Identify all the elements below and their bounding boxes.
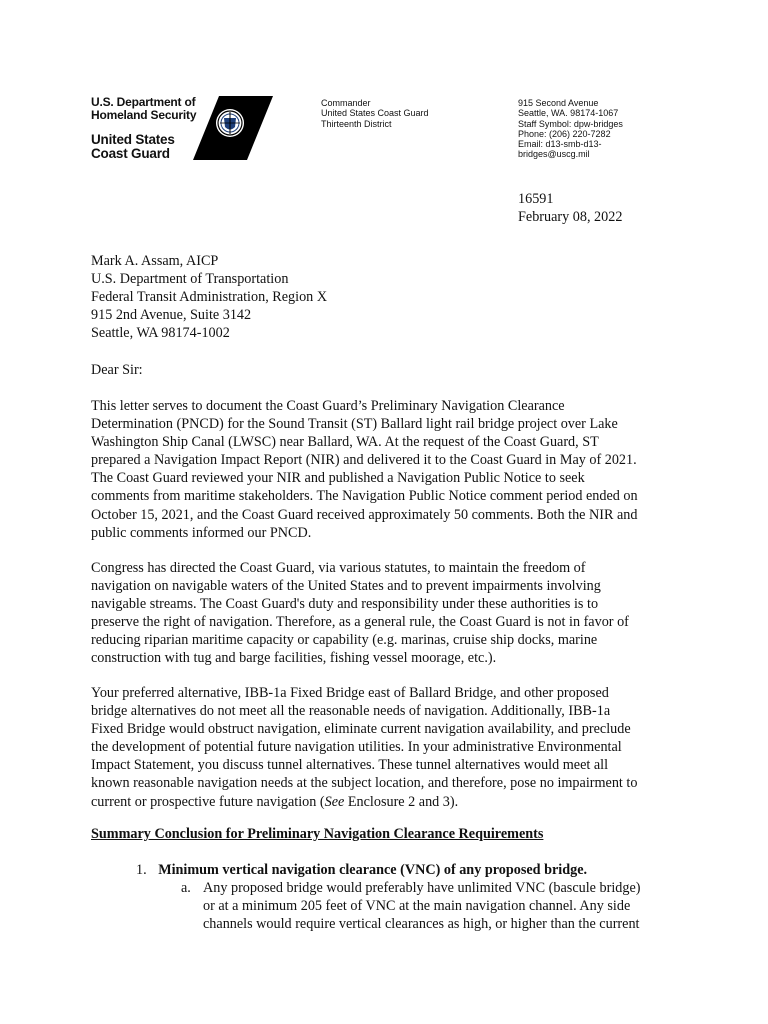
sub-item-a [203, 879, 640, 933]
sender-line: Commander [321, 98, 371, 108]
text-line: bridge alternatives do not meet all the reasonable needs of navigation. Additionally, IBB-1a [91, 703, 611, 720]
phone-line: Phone: (206) 220-7282 [518, 128, 611, 139]
text-fragment: Enclosure 2 and 3). [344, 793, 459, 810]
text-line [91, 793, 681, 811]
text-line: The Coast Guard reviewed your NIR and published a Navigation Public Notice to seek [91, 470, 585, 487]
text-line: Impact Statement, you discuss tunnel alternatives. These tunnel alternatives would meet all [91, 757, 609, 774]
paragraph-3 [91, 684, 681, 811]
email-line: bridges@uscg.mil [518, 149, 590, 160]
text-line: reducing riparian maritime capacity or capability (e.g. marinas, cruise ship docks, marine [91, 632, 598, 649]
list-item-1 [136, 861, 587, 879]
text-line: construction with tug and barge facilities, fishing vessel moorage, etc.). [91, 650, 497, 667]
text-line: Determination (PNCD) for the Sound Transit (ST) Ballard light rail bridge project over Lake [91, 416, 618, 433]
text-fragment: current or prospective future navigation ( [91, 793, 325, 810]
text-line: or at a minimum 205 feet of VNC at the main navigation channel. Any side [203, 898, 631, 915]
sub-item-letter: a. [181, 880, 191, 896]
coast-guard-name-line2: Coast Guard [91, 146, 170, 161]
text-line: Fixed Bridge would obstruct navigation, eliminate current navigation availability, and preclude [91, 721, 631, 738]
dept-name-line2: Homeland Security [91, 108, 197, 122]
text-line: Any proposed bridge would preferably have unlimited VNC (bascule bridge) [203, 880, 641, 896]
recipient-line: U.S. Department of Transportation [91, 271, 289, 288]
summary-heading: Summary Conclusion for Preliminary Navigation Clearance Requirements [91, 826, 544, 842]
address-line: Seattle, WA. 98174-1067 [518, 108, 619, 119]
text-line: October 15, 2021, and the Coast Guard received approximately 50 comments. Both the NIR and [91, 506, 638, 523]
text-line: known reasonable navigation needs at the subject location, and therefore, pose no impairment to [91, 775, 638, 792]
recipient-line: 915 2nd Avenue, Suite 3142 [91, 307, 252, 324]
text-line: Congress has directed the Coast Guard, via various statutes, to maintain the freedom of [91, 560, 586, 576]
paragraph-2 [91, 559, 681, 668]
text-line: comments from maritime stakeholders. The Navigation Public Notice comment period ended on [91, 488, 638, 505]
text-line: Washington Ship Canal (LWSC) near Ballard, WA. At the request of the Coast Guard, ST [91, 434, 599, 451]
file-number: 16591 [518, 191, 554, 207]
recipient-line: Seattle, WA 98174-1002 [91, 325, 230, 342]
salutation: Dear Sir: [91, 362, 143, 378]
recipient-line: Federal Transit Administration, Region X [91, 289, 328, 306]
sender-line: United States Coast Guard [321, 108, 429, 119]
text-line: channels would require vertical clearances as high, or higher than the current [203, 916, 640, 933]
paragraph-1 [91, 397, 681, 542]
text-line: navigable streams. The Coast Guard's duty and responsibility under these authorities is to [91, 596, 599, 613]
text-line: preserve the right of navigation. Therefore, as a general rule, the Coast Guard is not in favor of [91, 614, 629, 631]
text-line: This letter serves to document the Coast Guard’s Preliminary Navigation Clearance [91, 398, 565, 414]
text-line: navigation on navigable waters of the United States and to prevent impairments involving [91, 578, 601, 595]
recipient-line: Mark A. Assam, AICP [91, 253, 219, 269]
reference-block [518, 190, 622, 226]
sender-line: Thirteenth District [321, 118, 392, 129]
sender-address-block [518, 98, 623, 160]
coast-guard-stripe-seal-icon [193, 96, 273, 160]
text-line: Your preferred alternative, IBB-1a Fixed Bridge east of Ballard Bridge, and other proposed [91, 685, 609, 701]
list-number: 1. [136, 862, 147, 878]
list-item-title: Minimum vertical navigation clearance (VNC) of any proposed bridge. [158, 862, 588, 878]
dept-name-line1: U.S. Department of [91, 95, 196, 109]
text-line: the development of potential future navigation utilities. In your administrative Environmental [91, 739, 622, 756]
text-line: prepared a Navigation Impact Report (NIR) and delivered it to the Coast Guard in May of 2021. [91, 452, 637, 469]
letterhead [91, 95, 281, 161]
address-line: Staff Symbol: dpw-bridges [518, 118, 623, 129]
recipient-block [91, 252, 327, 342]
sender-block [321, 98, 429, 129]
coast-guard-name-line1: United States [91, 132, 175, 147]
see-reference: See [324, 793, 345, 810]
email-line: Email: d13-smb-d13- [518, 139, 602, 150]
address-line: 915 Second Avenue [518, 98, 599, 108]
letter-date: February 08, 2022 [518, 209, 623, 226]
text-line: public comments informed our PNCD. [91, 524, 312, 541]
